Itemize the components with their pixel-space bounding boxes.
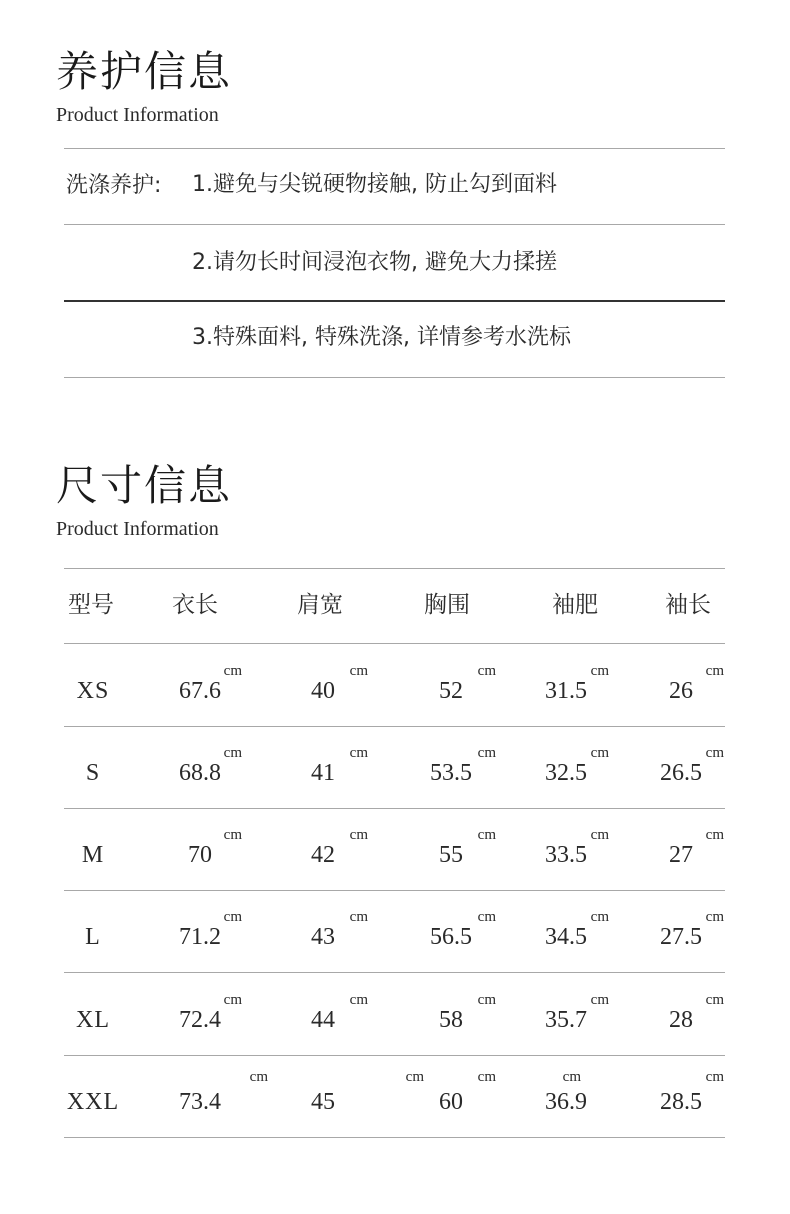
header-size: 型号 [68,592,114,618]
row-divider [64,1137,725,1138]
cell-s-sleeve-length: 26.5 [660,760,702,786]
cell-xxl-sleeve-length: 28.5 [660,1089,702,1115]
cell-xs-sleeve-width: 31.5 [545,678,587,704]
unit-label: cm [349,827,368,843]
unit-label: cm [477,992,496,1008]
header-length: 衣长 [172,592,218,618]
care-divider-bottom [64,377,725,378]
size-label-s: S [85,760,101,786]
unit-label: cm [223,663,242,679]
unit-label: cm [223,745,242,761]
size-table-top-border [64,568,725,569]
cell-xs-shoulder: 40 [311,678,335,704]
unit-label: cm [349,909,368,925]
header-shoulder: 肩宽 [297,592,343,618]
row-divider [64,972,725,973]
cell-s-shoulder: 41 [311,760,335,786]
row-divider [64,890,725,891]
cell-xl-length: 72.4 [179,1007,221,1033]
unit-label: cm [477,663,496,679]
cell-xxl-shoulder: 45 [311,1089,335,1115]
cell-s-sleeve-width: 32.5 [545,760,587,786]
care-divider-2 [64,300,725,302]
unit-label: cm [223,992,242,1008]
cell-xxl-sleeve-width: 36.9 [545,1089,587,1115]
cell-xs-sleeve-length: 26 [669,678,693,704]
cell-l-length: 71.2 [179,924,221,950]
cell-l-sleeve-length: 27.5 [660,924,702,950]
care-line-3: 3.特殊面料, 特殊洗涤, 详情参考水洗标 [192,325,571,350]
unit-label: cm [705,745,724,761]
unit-label: cm [590,745,609,761]
header-divider [64,643,725,644]
cell-l-chest: 56.5 [430,924,472,950]
unit-label: cm [590,663,609,679]
header-sleeve-length: 袖长 [665,592,711,618]
unit-label: cm [705,663,724,679]
care-title: 养护信息 [56,47,233,96]
cell-s-chest: 53.5 [430,760,472,786]
size-title: 尺寸信息 [56,461,233,510]
care-line-2: 2.请勿长时间浸泡衣物, 避免大力揉搓 [192,250,557,275]
unit-label: cm [705,992,724,1008]
unit-label: cm [705,1069,724,1085]
row-divider [64,1055,725,1056]
cell-m-sleeve-width: 33.5 [545,842,587,868]
cell-xxl-chest: 60 [439,1089,463,1115]
size-label-l: L [85,924,101,950]
row-divider [64,726,725,727]
cell-xxl-length: 73.4 [179,1089,221,1115]
size-label-m: M [81,842,105,868]
header-sleeve-width: 袖肥 [552,592,598,618]
cell-m-length: 70 [188,842,212,868]
unit-label: cm [349,745,368,761]
unit-label: cm [223,827,242,843]
cell-xl-chest: 58 [439,1007,463,1033]
unit-label: cm [249,1069,268,1085]
cell-m-sleeve-length: 27 [669,842,693,868]
cell-l-shoulder: 43 [311,924,335,950]
cell-xl-sleeve-length: 28 [669,1007,693,1033]
unit-label: cm [705,827,724,843]
size-label-xs: XS [76,678,110,704]
unit-label: cm [590,992,609,1008]
care-label: 洗涤养护: [66,173,162,198]
cell-m-chest: 55 [439,842,463,868]
cell-xl-sleeve-width: 35.7 [545,1007,587,1033]
size-subtitle: Product Information [56,518,219,540]
cell-s-length: 68.8 [179,760,221,786]
unit-label: cm [705,909,724,925]
care-line-1: 1.避免与尖锐硬物接触, 防止勾到面料 [192,172,557,197]
unit-label: cm [477,1069,496,1085]
size-label-xxl: XXL [66,1089,120,1115]
header-chest: 胸围 [424,592,470,618]
unit-label: cm [477,745,496,761]
unit-label: cm [349,663,368,679]
cell-m-shoulder: 42 [311,842,335,868]
unit-label: cm [223,909,242,925]
unit-label: cm [562,1069,581,1085]
cell-l-sleeve-width: 34.5 [545,924,587,950]
cell-xs-length: 67.6 [179,678,221,704]
cell-xl-shoulder: 44 [311,1007,335,1033]
care-subtitle: Product Information [56,104,219,126]
unit-label: cm [349,992,368,1008]
care-divider-1 [64,224,725,225]
unit-label: cm [477,909,496,925]
unit-label: cm [590,909,609,925]
row-divider [64,808,725,809]
care-divider-top [64,148,725,149]
unit-label: cm [405,1069,424,1085]
size-label-xl: XL [76,1007,110,1033]
unit-label: cm [477,827,496,843]
cell-xs-chest: 52 [439,678,463,704]
unit-label: cm [590,827,609,843]
